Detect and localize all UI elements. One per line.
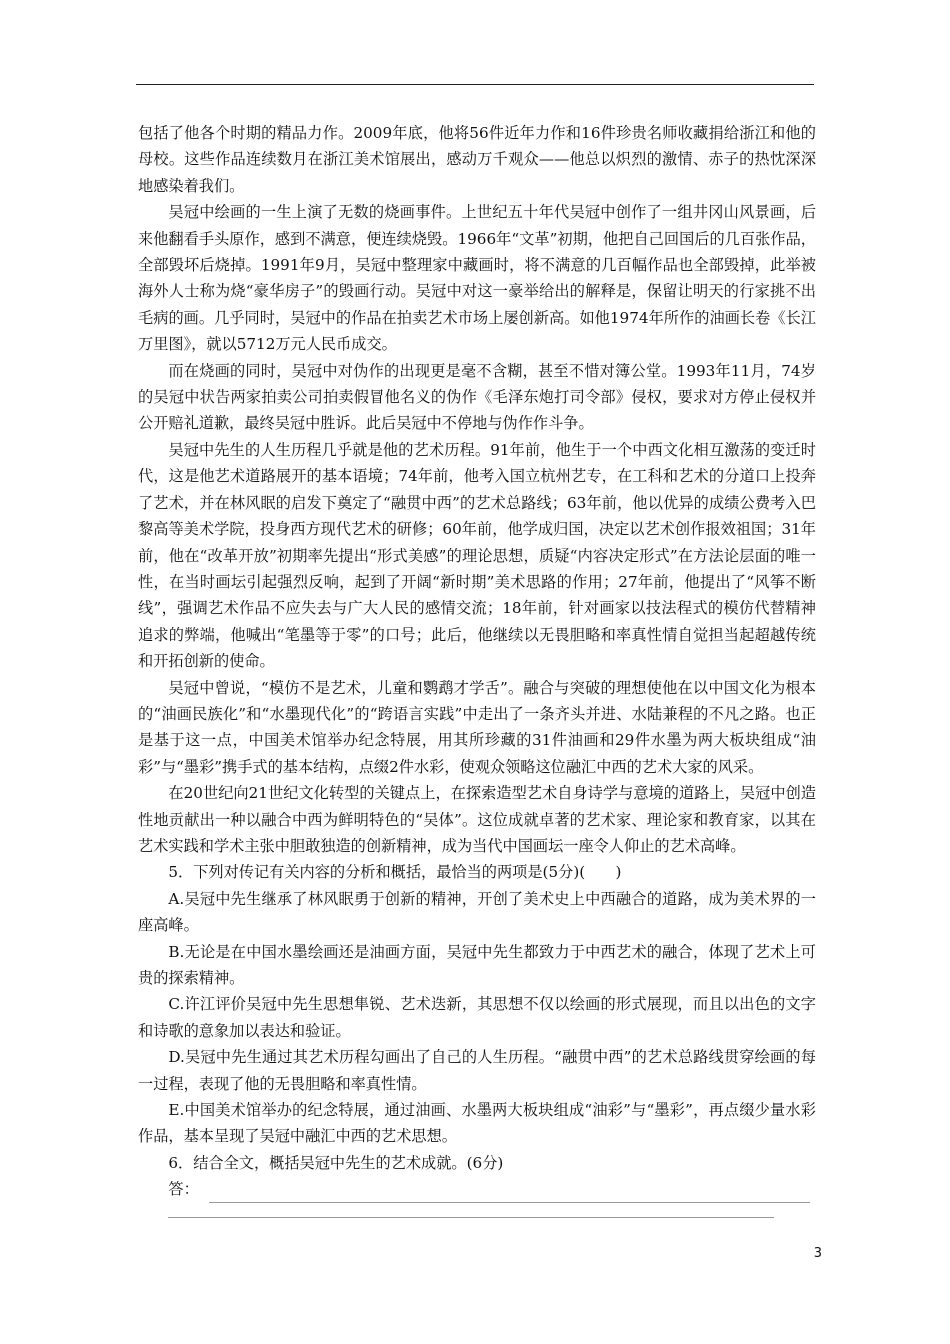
paragraph-3: 而在烧画的同时，吴冠中对伪作的出现更是毫不含糊，甚至不惜对簿公堂。1993年11月，74岁的吴冠中状告两家拍卖公司拍卖假冒他名义的伪作《毛泽东炮打司令部》侵权，要求对方停止侵权并公开赔礼道歉，最终吴冠中胜诉。此后吴冠中不停地与伪作作斗争。	[138, 361, 816, 433]
answer-label: 答：	[168, 1180, 199, 1199]
answer-line-2[interactable]	[168, 1203, 774, 1218]
paragraph-2: 吴冠中绘画的一生上演了无数的烧画事件。上世纪五十年代吴冠中创作了一组井冈山风景画，后来他翻看手头原作，感到不满意，便连续烧毁。1966年“文革”初期，他把自己回国后的几百张作品，全部毁坏后烧掉。1991年9月，吴冠中整理家中藏画时，将不满意的几百幅作品也全部毁掉，此举被海外人士称为烧“豪华房子”的毁画行动。吴冠中对这一豪举给出的解释是，保留让明天的行家挑不出毛病的画。几乎同时，吴冠中的作品在拍卖艺术市场上屡创新高。如他1974年所作的油画长卷《长江万里图》，就以5712万元人民币成交。	[138, 203, 816, 354]
question-6-stem: 6．结合全文，概括吴冠中先生的艺术成就。(6分)	[168, 1153, 504, 1172]
page-number: 3	[813, 1246, 822, 1261]
answer-line-1[interactable]	[209, 1184, 810, 1203]
answer-row	[168, 1176, 816, 1202]
paragraph-5: 吴冠中曾说，“模仿不是艺术，儿童和鹦鹉才学舌”。融合与突破的理想使他在以中国文化为根本的“油画民族化”和“水墨现代化”的“跨语言实践”中走出了一条齐头并进、水陆兼程的不凡之路。也正是基于这一点，中国美术馆举办纪念特展，用其所珍藏的31件油画和29件水墨为两大板块组成“油彩”与“墨彩”携手式的基本结构，点缀2件水彩，使观众领略这位融汇中西的艺术大家的风采。	[138, 678, 816, 776]
option-c: C.许江评价吴冠中先生思想隼锐、艺术迭新，其思想不仅以绘画的形式展现，而且以出色的文字和诗歌的意象加以表达和验证。	[138, 995, 816, 1040]
document-body	[138, 120, 816, 1218]
option-b: B.无论是在中国水墨绘画还是油画方面，吴冠中先生都致力于中西艺术的融合，体现了艺术上可贵的探索精神。	[138, 942, 816, 987]
paragraph-1: 包括了他各个时期的精品力作。2009年底，他将56件近年力作和16件珍贵名师收藏捐给浙江和他的母校。这些作品连续数月在浙江美术馆展出，感动万千观众——他总以炽烈的激情、赤子的热忱深深地感染着我们。	[138, 124, 816, 195]
paragraph-4: 吴冠中先生的人生历程几乎就是他的艺术历程。91年前，他生于一个中西文化相互激荡的变迁时代，这是他艺术道路展开的基本语境；74年前，他考入国立杭州艺专，在工科和艺术的分道口上投奔了艺术，并在林风眠的启发下奠定了“融贯中西”的艺术总路线；63年前，他以优异的成绩公费考入巴黎高等美术学院，投身西方现代艺术的研修；60年前，他学成归国，决定以艺术创作报效祖国；31年前，他在“改革开放”初期率先提出“形式美感”的理论思想，质疑“内容决定形式”在方法论层面的唯一性，在当时画坛引起强烈反响，起到了开阔“新时期”美术思路的作用；27年前，他提出了“风筝不断线”，强调艺术作品不应失去与广大人民的感情交流；18年前，针对画家以技法程式的模仿代替精神追求的弊端，他喊出“笔墨等于零”的口号；此后，他继续以无畏胆略和率真性情自觉担当起超越传统和开拓创新的使命。	[138, 440, 816, 671]
question-5-stem: 5．下列对传记有关内容的分析和概括，最恰当的两项是(5分)( )	[168, 863, 622, 882]
option-d: D.吴冠中先生通过其艺术历程勾画出了自己的人生历程。“融贯中西”的艺术总路线贯穿绘画的每一过程，表现了他的无畏胆略和率真性情。	[138, 1048, 816, 1093]
paragraph-6: 在20世纪向21世纪文化转型的关键点上，在探索造型艺术自身诗学与意境的道路上，吴冠中创造性地贡献出一种以融合中西为鲜明特色的“吴体”。这位成就卓著的艺术家、理论家和教育家，以其在艺术实践和学术主张中胆敢独造的创新精神，成为当代中国画坛一座令人仰止的艺术高峰。	[138, 784, 816, 855]
option-e: E.中国美术馆举办的纪念特展，通过油画、水墨两大板块组成“油彩”与“墨彩”，再点缀少量水彩作品，基本呈现了吴冠中融汇中西的艺术思想。	[138, 1101, 816, 1146]
option-a: A.吴冠中先生继承了林风眠勇于创新的精神，开创了美术史上中西融合的道路，成为美术界的一座高峰。	[138, 889, 816, 935]
header-rule	[136, 84, 814, 85]
